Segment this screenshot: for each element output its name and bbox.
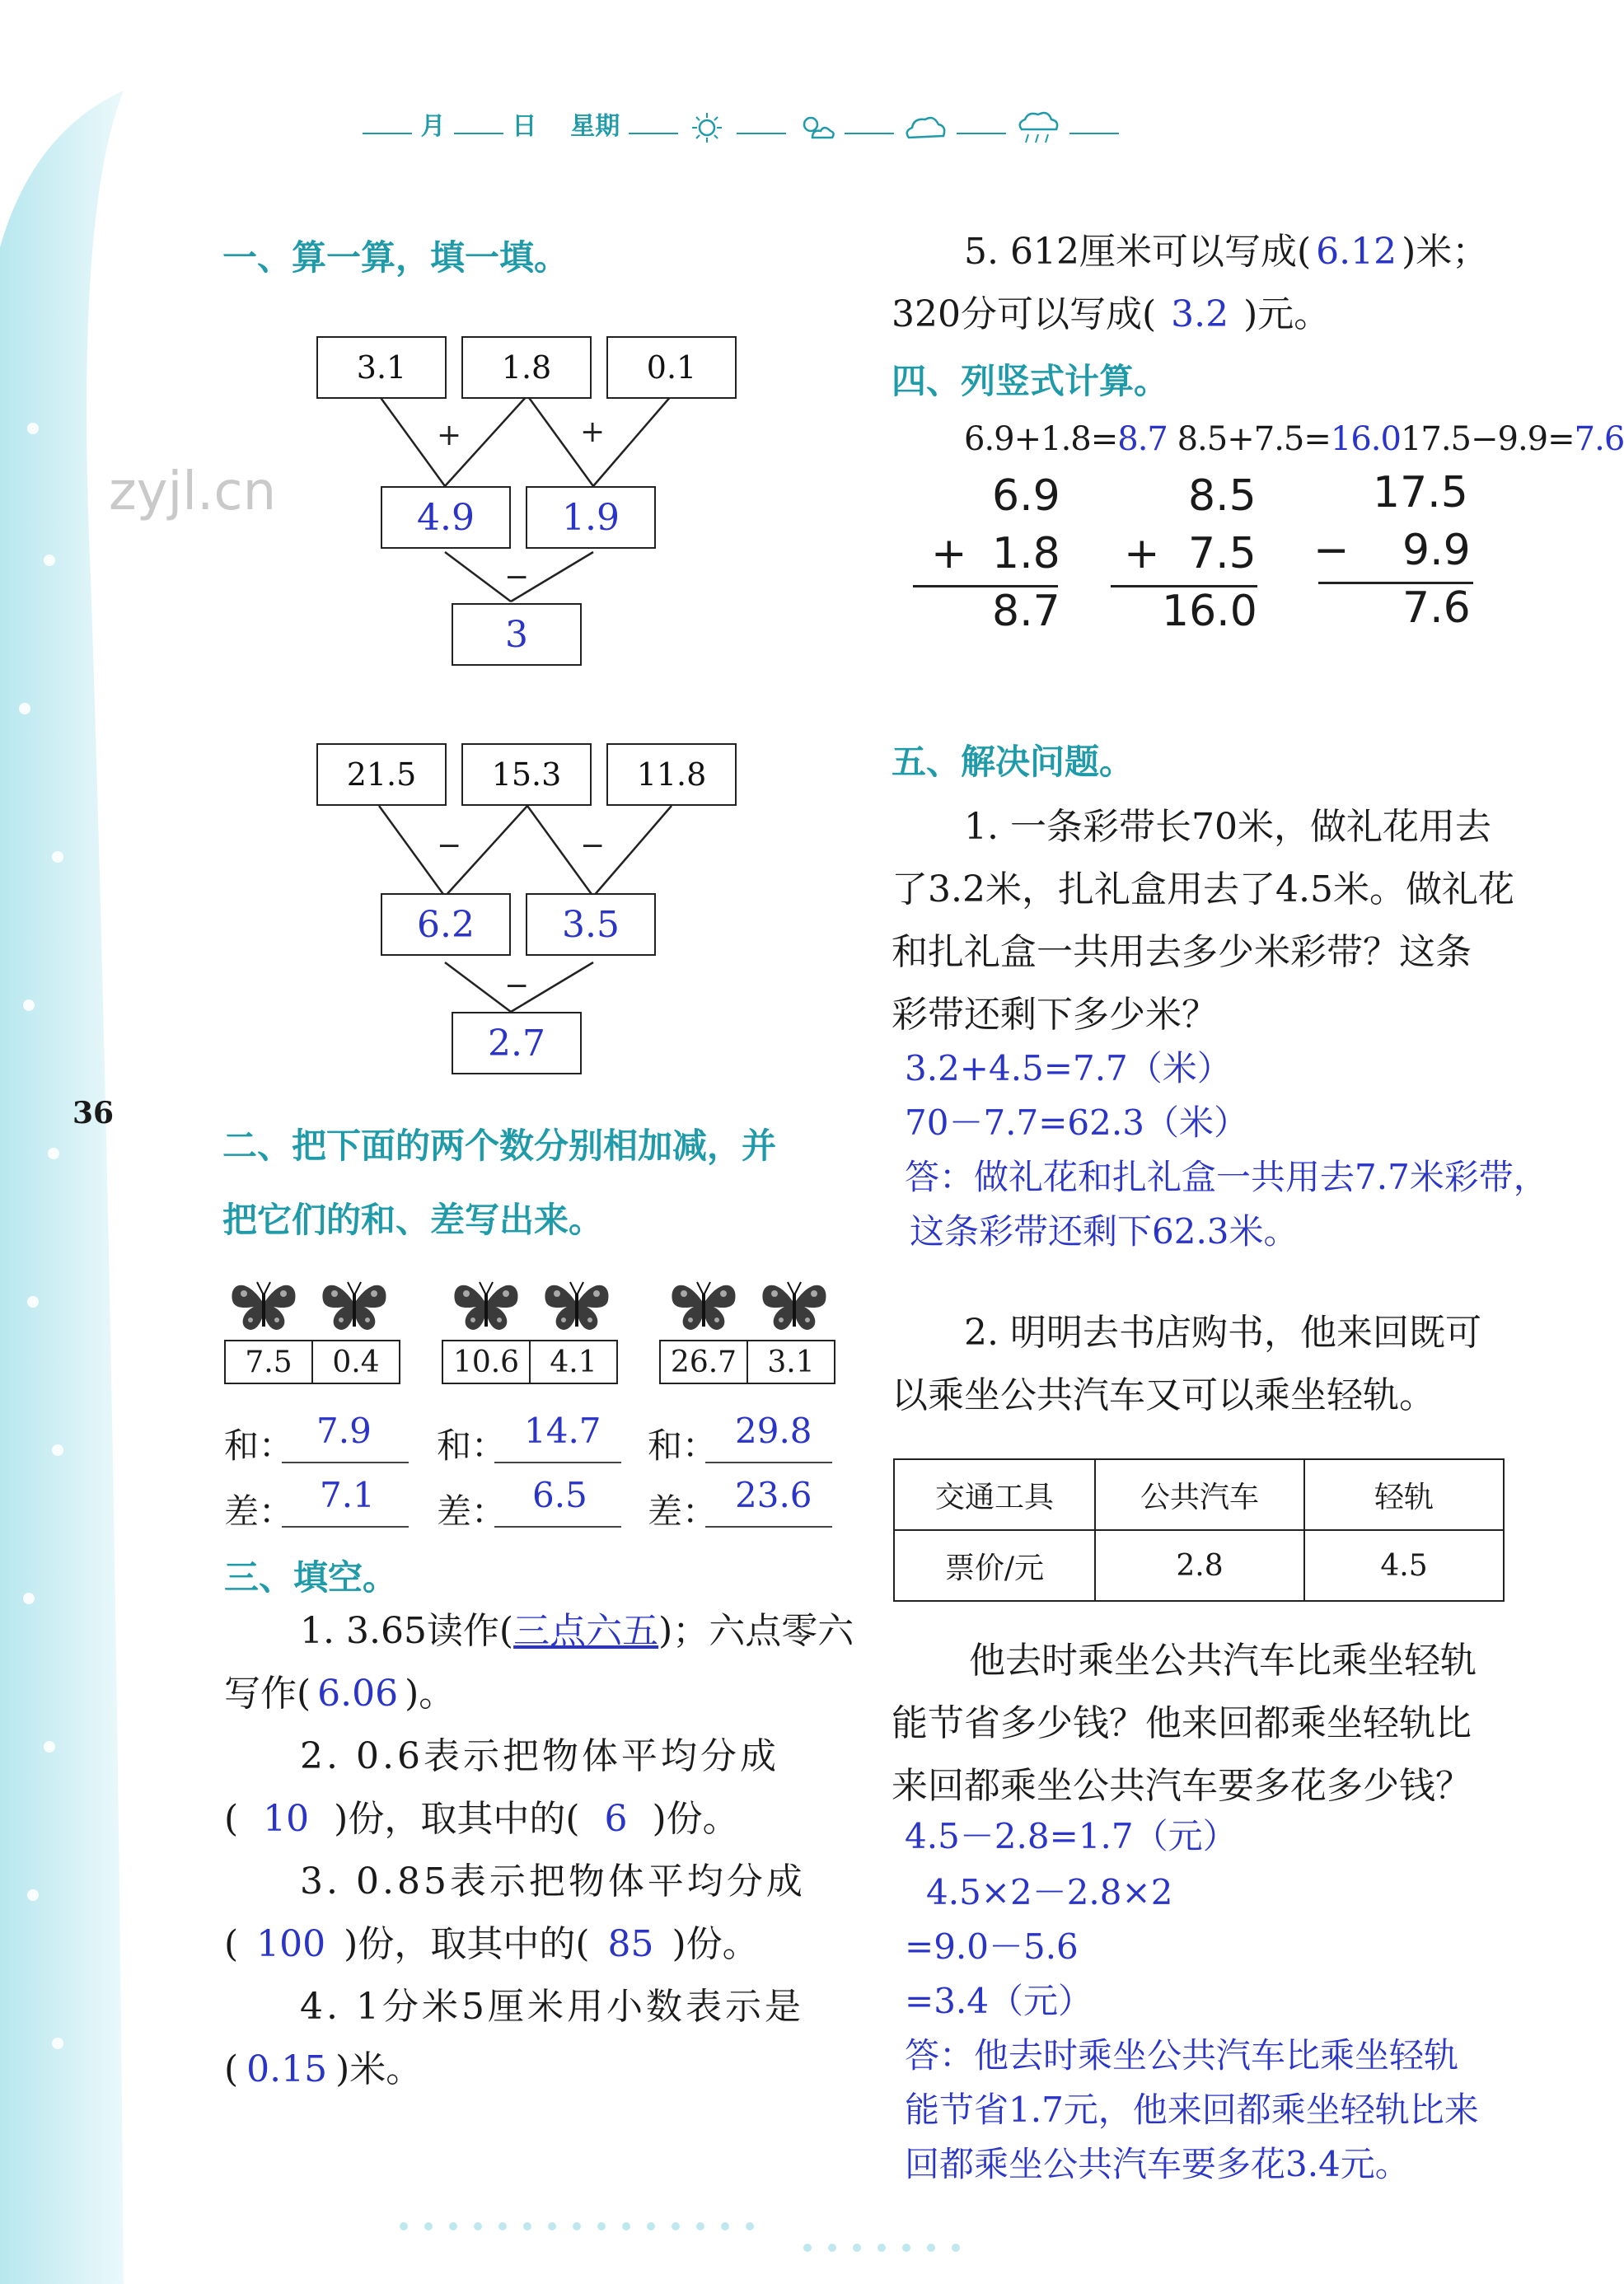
pair1-a: 7.5 <box>224 1340 313 1384</box>
tree2-op-bottom: − <box>504 969 530 1003</box>
butterfly-icon <box>669 1275 738 1333</box>
diff-label-3: 差： <box>648 1491 718 1532</box>
sum-answer-3: 29.8 <box>735 1411 812 1451</box>
q3-answer-2: 85 <box>607 1923 654 1965</box>
fill-q1-line2 <box>224 1663 455 1725</box>
q2-text-1: ( <box>224 1798 239 1840</box>
fill-q4-line2 <box>224 2038 422 2101</box>
fill-q2-line2 <box>224 1788 739 1851</box>
tree2-mid-1: 6.2 <box>381 893 511 956</box>
number-pair-3 <box>659 1340 835 1384</box>
calc2-op: + <box>1124 529 1160 578</box>
rainy-icon <box>1015 110 1061 146</box>
sum-blank-3 <box>705 1462 832 1463</box>
tree2-bottom: 2.7 <box>452 1012 582 1074</box>
fare-table <box>893 1458 1505 1602</box>
calc3-op: − <box>1313 526 1350 575</box>
q5-text-1: 5. 612厘米可以写成( <box>964 231 1312 273</box>
q4-text-1: ( <box>224 2048 239 2090</box>
tree2-top-1: 21.5 <box>316 743 447 806</box>
partly-sunny-icon <box>794 111 835 144</box>
p2-answer-line1: 4.5－2.8=1.7（元） <box>905 1816 1238 1856</box>
q1-answer-1: 三点六五 <box>513 1610 659 1652</box>
diff-answer-1: 7.1 <box>320 1475 375 1515</box>
diff-answer-3: 23.6 <box>735 1475 812 1515</box>
q3-text-2: )份，取其中的( <box>344 1923 590 1965</box>
p2-line1: 2. 明明去书店购书，他来回既可 <box>964 1312 1481 1354</box>
tree1-mid-1: 4.9 <box>381 486 511 549</box>
section2-title-line1: 二、把下面的两个数分别相加减，并 <box>222 1126 777 1166</box>
fill-q5-line2 <box>892 283 1330 346</box>
p2-line2: 以乘坐公共汽车又可以乘坐轻轨。 <box>892 1374 1435 1416</box>
fare-bus: 2.8 <box>1095 1530 1304 1601</box>
p1-answer-line1: 3.2+4.5=7.7（米） <box>905 1048 1232 1088</box>
pair2-a: 10.6 <box>442 1340 531 1384</box>
tree1-op-bottom: − <box>504 560 530 594</box>
fill-q5-line1 <box>964 221 1488 283</box>
diff-answer-2: 6.5 <box>532 1475 587 1515</box>
sum-label-2: 和： <box>437 1425 507 1466</box>
calc1-bottom: 1.8 <box>992 529 1060 578</box>
section5-title: 五、解决问题。 <box>892 742 1135 782</box>
fill-q1-line1 <box>300 1600 854 1663</box>
q1-text-2: )；六点零六 <box>658 1610 854 1652</box>
calc2-answer: 16.0 <box>1330 420 1401 458</box>
tree2-mid-2: 3.5 <box>526 893 656 956</box>
fare-header-2: 公共汽车 <box>1095 1459 1304 1530</box>
tree1-top-2: 1.8 <box>461 336 592 399</box>
p2-question-line2: 能节省多少钱？他来回都乘坐轻轨比 <box>892 1702 1472 1744</box>
date-header <box>363 105 1119 146</box>
p2-answer-line3: =9.0－5.6 <box>905 1926 1079 1967</box>
q5-text-2: )米； <box>1402 231 1489 273</box>
fill-q4-line1: 4. 1分米5厘米用小数表示是 <box>300 1986 804 2028</box>
fill-q2-line1: 2. 0.6表示把物体平均分成 <box>300 1735 779 1777</box>
tree2-op-right: − <box>580 829 606 863</box>
q2-text-3: )份。 <box>652 1798 739 1840</box>
butterfly-icon <box>229 1275 298 1333</box>
p2-answer-line2: 4.5×2－2.8×2 <box>926 1872 1173 1912</box>
q3-text-1: ( <box>224 1923 239 1965</box>
calc3-top: 17.5 <box>1373 468 1468 517</box>
q1-text-4: )。 <box>405 1673 456 1715</box>
p2-answer-line4: =3.4（元） <box>905 1981 1093 2021</box>
page-margin-decoration <box>0 0 214 2284</box>
diff-blank-3 <box>705 1526 832 1528</box>
sum-label-1: 和： <box>224 1425 294 1466</box>
calc2-expr: 8.5+7.5= <box>1177 420 1331 458</box>
q1-text-3: 写作( <box>224 1673 311 1715</box>
calc3-expr: 17.5−9.9= <box>1400 420 1575 458</box>
q1-text-1: 1. 3.65读作( <box>300 1610 514 1652</box>
fill-q3-line1: 3. 0.85表示把物体平均分成 <box>300 1860 806 1903</box>
p1-line1: 1. 一条彩带长70米，做礼花用去 <box>964 806 1491 848</box>
bottom-dots-decoration <box>395 2216 972 2258</box>
fare-header-3: 轻轨 <box>1304 1459 1504 1530</box>
calc1-op: + <box>931 529 967 578</box>
p2-question-line1: 他去时乘坐公共汽车比乘坐轻轨 <box>969 1640 1477 1682</box>
q2-answer-2: 6 <box>604 1798 628 1840</box>
diff-label-2: 差： <box>437 1491 507 1532</box>
calc1-result: 8.7 <box>992 587 1060 636</box>
calc3-result: 7.6 <box>1402 583 1471 633</box>
q2-answer-1: 10 <box>263 1798 310 1840</box>
week-label: 星期 <box>570 112 620 141</box>
watermark: zyjl.cn <box>109 461 277 522</box>
p1-answer-line4: 这条彩带还剩下62.3米。 <box>910 1211 1299 1252</box>
q2-text-2: )份，取其中的( <box>334 1798 580 1840</box>
pair3-a: 26.7 <box>659 1340 748 1384</box>
q4-text-2: )米。 <box>335 2048 423 2090</box>
day-label: 日 <box>512 112 537 141</box>
butterfly-icon <box>760 1275 829 1333</box>
q5-answer-2: 3.2 <box>1171 293 1229 335</box>
p2-answer-line7: 回都乘坐公共汽车要多花3.4元。 <box>905 2144 1410 2184</box>
tree1-top-3: 0.1 <box>606 336 737 399</box>
tree1-op-left: + <box>437 419 462 452</box>
q4-answer-1: 0.15 <box>246 2048 328 2090</box>
p2-answer-line5: 答：他去时乘坐公共汽车比乘坐轻轨 <box>905 2035 1459 2076</box>
sum-blank-2 <box>494 1462 621 1463</box>
tree1-top-1: 3.1 <box>316 336 447 399</box>
q5-answer-1: 6.12 <box>1316 231 1397 273</box>
calc2-top: 8.5 <box>1188 471 1257 521</box>
tree2-top-2: 15.3 <box>461 743 592 806</box>
sum-answer-1: 7.9 <box>316 1411 372 1451</box>
tree1-op-right: + <box>580 415 606 449</box>
tree1-bottom: 3 <box>452 603 582 666</box>
sunny-icon <box>686 111 728 144</box>
butterfly-icon <box>452 1275 521 1333</box>
section4-title: 四、列竖式计算。 <box>892 361 1169 401</box>
p1-answer-line2: 70－7.7=62.3（米） <box>905 1102 1248 1143</box>
fill-q3-line2 <box>224 1913 759 1976</box>
calc1-top: 6.9 <box>992 471 1060 521</box>
sum-label-3: 和： <box>648 1425 718 1466</box>
calc1-answer: 8.7 <box>1117 420 1168 458</box>
sum-blank-1 <box>282 1462 409 1463</box>
butterfly-icon <box>320 1275 389 1333</box>
calc1-expr: 6.9+1.8= <box>964 420 1118 458</box>
p2-answer-line6: 能节省1.7元，他来回都乘坐轻轨比来 <box>905 2090 1479 2130</box>
number-pair-2 <box>442 1340 618 1384</box>
sum-answer-2: 14.7 <box>524 1411 601 1451</box>
calc2-bottom: 7.5 <box>1188 529 1257 578</box>
q3-answer-1: 100 <box>256 1923 326 1965</box>
section1-title: 一、算一算，填一填。 <box>222 237 569 278</box>
calc3-answer: 7.6 <box>1574 420 1624 458</box>
vertical-calc-expressions <box>964 420 1624 458</box>
p1-line3: 和扎礼盒一共用去多少米彩带？这条 <box>892 931 1472 973</box>
calc3-bottom: 9.9 <box>1402 526 1471 575</box>
q5-text-3: 320分可以写成( <box>892 293 1157 335</box>
calc2-result: 16.0 <box>1162 587 1257 636</box>
butterfly-icon <box>542 1275 611 1333</box>
tree1-mid-2: 1.9 <box>526 486 656 549</box>
tree2-op-left: − <box>437 829 462 863</box>
page-number: 36 <box>73 1096 115 1130</box>
diff-label-1: 差： <box>224 1491 294 1532</box>
diff-blank-1 <box>282 1526 409 1528</box>
diff-blank-2 <box>494 1526 621 1528</box>
month-label: 月 <box>420 112 446 141</box>
p1-line2: 了3.2米，扎礼盒用去了4.5米。做礼花 <box>892 868 1514 910</box>
p1-answer-line3: 答：做礼花和扎礼盒一共用去7.7米彩带， <box>905 1157 1548 1197</box>
number-pair-1 <box>224 1340 400 1384</box>
p1-line4: 彩带还剩下多少米？ <box>892 994 1218 1036</box>
p2-question-line3: 来回都乘坐公共汽车要多花多少钱？ <box>892 1765 1472 1807</box>
fare-row-label: 票价/元 <box>894 1530 1095 1601</box>
fare-rail: 4.5 <box>1304 1530 1504 1601</box>
q5-text-4: )元。 <box>1243 293 1331 335</box>
section3-title: 三、填空。 <box>224 1557 398 1598</box>
fare-header-1: 交通工具 <box>894 1459 1095 1530</box>
pair1-b: 0.4 <box>313 1340 400 1384</box>
q1-answer-2: 6.06 <box>317 1673 399 1715</box>
pair3-b: 3.1 <box>748 1340 835 1384</box>
q3-text-3: )份。 <box>672 1923 759 1965</box>
pair2-b: 4.1 <box>531 1340 618 1384</box>
cloudy-icon <box>902 111 948 144</box>
tree2-top-3: 11.8 <box>606 743 737 806</box>
section2-title-line2: 把它们的和、差写出来。 <box>222 1200 604 1240</box>
